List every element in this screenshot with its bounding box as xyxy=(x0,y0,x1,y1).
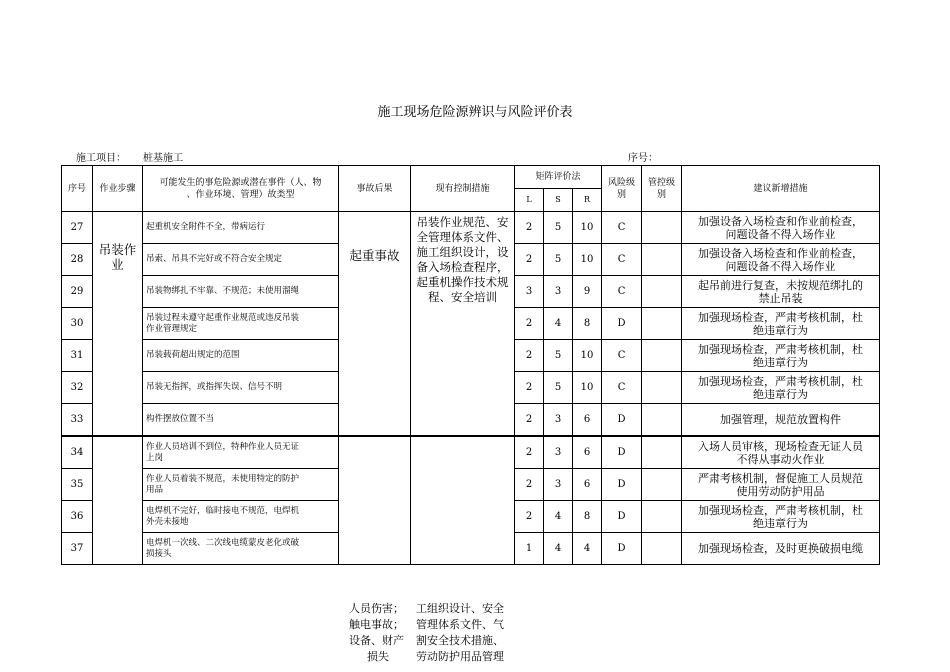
header-seq: 序号 xyxy=(62,166,93,212)
header-consequence: 事故后果 xyxy=(339,166,411,212)
hazard-line2: 损接头 xyxy=(146,548,172,559)
row-control-level xyxy=(642,372,682,404)
project-label: 施工项目： xyxy=(76,153,126,164)
row-S: 4 xyxy=(544,533,573,565)
row-risk-level: D xyxy=(602,308,642,340)
page-title: 施工现场危险源辨识与风险评价表 xyxy=(377,105,573,120)
row-L: 2 xyxy=(515,404,544,437)
header-step: 作业步骤 xyxy=(93,166,143,212)
header-R: R xyxy=(573,189,602,212)
row-risk-level: D xyxy=(602,501,642,533)
row-no: 33 xyxy=(62,404,93,437)
footer-right-line: 割安全技术措施、 xyxy=(416,634,504,647)
header-hazard xyxy=(143,166,339,212)
row-R: 6 xyxy=(573,404,602,437)
controls-line: 起重机操作技术规 xyxy=(416,275,509,289)
row-control-level xyxy=(642,501,682,533)
header-control-level xyxy=(642,166,682,212)
row-no: 27 xyxy=(62,212,93,244)
row-hazard xyxy=(143,276,339,308)
hazard-line1: 电焊机不完好，临时接电不规范，电焊机 xyxy=(146,505,300,516)
row-hazard xyxy=(143,212,339,244)
row-control-level xyxy=(642,340,682,372)
suggest-line2: 绝违章行为 xyxy=(753,387,809,401)
row-S: 4 xyxy=(544,308,573,340)
header-risk-level-line1: 风险级 xyxy=(608,177,636,188)
row-no: 28 xyxy=(62,244,93,276)
hazard-line1: 吊装载荷超出规定的范围 xyxy=(146,350,240,360)
footer-left-line: 人员伤害； xyxy=(349,602,404,615)
row-S: 3 xyxy=(544,436,573,469)
row-S: 3 xyxy=(544,404,573,437)
hazard-line1: 作业人员着装不规范，未使用特定的防护 xyxy=(146,473,300,484)
row-S: 5 xyxy=(544,372,573,404)
row-R: 9 xyxy=(573,276,602,308)
hazard-line2: 用品 xyxy=(146,484,164,495)
suggest-line2: 问题设备不得入场作业 xyxy=(725,227,836,241)
controls-line: 备入场检查程序， xyxy=(416,260,509,274)
suggest-line2: 绝违章行为 xyxy=(753,323,809,337)
suggest-line1: 加强设备入场检查和作业前检查， xyxy=(698,214,864,228)
row-suggest xyxy=(682,276,880,308)
row-suggest xyxy=(682,469,880,501)
header-row xyxy=(62,166,880,189)
row-control-level xyxy=(642,469,682,501)
row-control-level xyxy=(642,276,682,308)
row-hazard xyxy=(143,372,339,404)
row-risk-level: D xyxy=(602,404,642,437)
controls-line: 施工组织设计，设 xyxy=(416,245,509,259)
header-matrix: 矩阵评价法 xyxy=(515,166,602,189)
header-L: L xyxy=(515,189,544,212)
row-hazard xyxy=(143,404,339,437)
row-risk-level: C xyxy=(602,244,642,276)
row-R: 8 xyxy=(573,501,602,533)
risk-assessment-table xyxy=(61,165,880,565)
row-S: 5 xyxy=(544,244,573,276)
row-L: 1 xyxy=(515,533,544,565)
header-risk-level-line2: 别 xyxy=(617,189,627,200)
controls-line: 吊装作业规范、安 xyxy=(416,215,509,229)
row-suggest xyxy=(682,436,880,469)
hazard-line1: 吊装物绑扎不牢靠、不规范；未使用溜绳 xyxy=(146,286,300,296)
row-R: 10 xyxy=(573,244,602,276)
consequence-cell: 起重事故 xyxy=(339,212,411,437)
header-risk-level xyxy=(602,166,642,212)
row-no: 29 xyxy=(62,276,93,308)
row-R: 10 xyxy=(573,372,602,404)
controls-cell xyxy=(411,212,515,437)
row-S: 3 xyxy=(544,469,573,501)
hazard-line1: 吊索、吊具不完好或不符合安全规定 xyxy=(146,254,283,264)
row-R: 4 xyxy=(573,533,602,565)
row-hazard xyxy=(143,308,339,340)
row-hazard xyxy=(143,469,339,501)
footer-right-line: 工组织设计、安全 xyxy=(416,602,504,615)
row-control-level xyxy=(642,436,682,469)
row-control-level xyxy=(642,533,682,565)
step-line1: 吊装作 xyxy=(98,242,137,257)
row-risk-level: D xyxy=(602,533,642,565)
row-control-level xyxy=(642,212,682,244)
row-S: 5 xyxy=(544,212,573,244)
header-control-level-line2: 别 xyxy=(657,189,667,200)
row-no: 31 xyxy=(62,340,93,372)
row-S: 4 xyxy=(544,501,573,533)
row-no: 32 xyxy=(62,372,93,404)
row-no: 36 xyxy=(62,501,93,533)
row-L: 2 xyxy=(515,244,544,276)
suggest-line1: 加强现场检查，严肃考核机制，杜 xyxy=(698,503,864,517)
row-no: 30 xyxy=(62,308,93,340)
suggest-line2: 问题设备不得入场作业 xyxy=(725,259,836,273)
row-S: 5 xyxy=(544,340,573,372)
header-suggest: 建议新增措施 xyxy=(682,166,880,212)
row-suggest xyxy=(682,340,880,372)
row-suggest xyxy=(682,501,880,533)
footer-controls-text xyxy=(416,601,504,665)
step-cell-empty xyxy=(93,436,143,565)
header-S: S xyxy=(544,189,573,212)
row-suggest xyxy=(682,372,880,404)
hazard-line1: 起重机安全附件不全，带病运行 xyxy=(146,222,266,232)
row-L: 2 xyxy=(515,340,544,372)
suggest-line1: 加强现场检查，严肃考核机制，杜 xyxy=(698,374,864,388)
hazard-line1: 电焊机一次线、二次线电缆蒙皮老化或破 xyxy=(146,537,300,548)
row-risk-level: C xyxy=(602,276,642,308)
row-R: 10 xyxy=(573,340,602,372)
header-hazard-line2: 、作业环境、管理）故类型 xyxy=(186,189,295,200)
table-row xyxy=(62,212,880,244)
row-L: 2 xyxy=(515,212,544,244)
row-suggest xyxy=(682,404,880,437)
footer-consequence-text xyxy=(338,601,404,665)
footer-right-line: 劳动防护用品管理 xyxy=(416,650,504,663)
row-suggest xyxy=(682,212,880,244)
suggest-line1: 加强现场检查，及时更换破损电缆 xyxy=(698,542,864,555)
header-controls: 现有控制措施 xyxy=(411,166,515,212)
footer-left-line: 设备、财产 xyxy=(349,634,404,647)
suggest-line2: 绝违章行为 xyxy=(753,516,809,530)
row-no: 35 xyxy=(62,469,93,501)
row-L: 3 xyxy=(515,276,544,308)
suggest-line2: 使用劳动防护用品 xyxy=(736,484,825,498)
suggest-line2: 禁止吊装 xyxy=(758,291,803,305)
row-R: 10 xyxy=(573,212,602,244)
row-R: 6 xyxy=(573,436,602,469)
row-R: 8 xyxy=(573,308,602,340)
row-no: 37 xyxy=(62,533,93,565)
step-line2: 业 xyxy=(111,257,124,272)
sequence-label: 序号： xyxy=(628,153,658,164)
row-hazard xyxy=(143,340,339,372)
row-no: 34 xyxy=(62,436,93,469)
footer-left-line: 触电事故； xyxy=(349,618,404,631)
row-hazard xyxy=(143,244,339,276)
hazard-line2: 上岗 xyxy=(146,452,164,463)
row-L: 2 xyxy=(515,501,544,533)
consequence-cell-empty xyxy=(339,436,411,565)
step-cell-lifting xyxy=(93,212,143,437)
row-risk-level: C xyxy=(602,372,642,404)
row-control-level xyxy=(642,244,682,276)
table-row xyxy=(62,436,880,469)
footer-left-line: 损失 xyxy=(367,650,389,663)
row-S: 3 xyxy=(544,276,573,308)
row-risk-level: D xyxy=(602,436,642,469)
footer-right-line: 管理体系文件、气 xyxy=(416,618,504,631)
row-hazard xyxy=(143,436,339,469)
hazard-line1: 构件摆放位置不当 xyxy=(146,414,215,424)
header-hazard-line1: 可能发生的事危险源或潜在事件（人、物 xyxy=(159,177,322,188)
suggest-line1: 加强管理，规范放置构件 xyxy=(720,413,842,426)
hazard-line1: 吊装无指挥，或指挥失误、信号不明 xyxy=(146,382,283,392)
hazard-line1: 吊装过程未遵守起重作业规范或违反吊装 xyxy=(146,312,300,323)
suggest-line1: 加强设备入场检查和作业前检查， xyxy=(698,246,864,260)
suggest-line1: 加强现场检查，严肃考核机制，杜 xyxy=(698,342,864,356)
hazard-line1: 作业人员培训不到位，特种作业人员无证 xyxy=(146,441,300,452)
row-risk-level: D xyxy=(602,469,642,501)
row-suggest xyxy=(682,308,880,340)
row-L: 2 xyxy=(515,372,544,404)
row-risk-level: C xyxy=(602,212,642,244)
row-R: 6 xyxy=(573,469,602,501)
row-suggest xyxy=(682,244,880,276)
project-value: 桩基施工 xyxy=(143,153,183,164)
controls-line: 全管理体系文件、 xyxy=(416,230,509,244)
suggest-line1: 严肃考核机制，督促施工人员规范 xyxy=(698,471,864,485)
row-hazard xyxy=(143,501,339,533)
row-L: 2 xyxy=(515,436,544,469)
row-hazard xyxy=(143,533,339,565)
hazard-line2: 作业管理规定 xyxy=(146,323,198,334)
row-L: 2 xyxy=(515,308,544,340)
suggest-line2: 不得从事动火作业 xyxy=(736,452,825,466)
header-control-level-line1: 管控级 xyxy=(648,177,676,188)
suggest-line1: 入场人员审核，现场检查无证人员 xyxy=(698,439,864,453)
controls-line: 程、安全培训 xyxy=(428,290,497,304)
row-L: 2 xyxy=(515,469,544,501)
row-suggest xyxy=(682,533,880,565)
row-control-level xyxy=(642,308,682,340)
suggest-line1: 加强现场检查，严肃考核机制，杜 xyxy=(698,310,864,324)
hazard-line2: 外壳未接地 xyxy=(146,516,189,527)
controls-cell-empty xyxy=(411,436,515,565)
row-risk-level: C xyxy=(602,340,642,372)
row-control-level xyxy=(642,404,682,437)
suggest-line2: 绝违章行为 xyxy=(753,355,809,369)
suggest-line1: 起吊前进行复查，未按规范绑扎的 xyxy=(698,278,864,292)
